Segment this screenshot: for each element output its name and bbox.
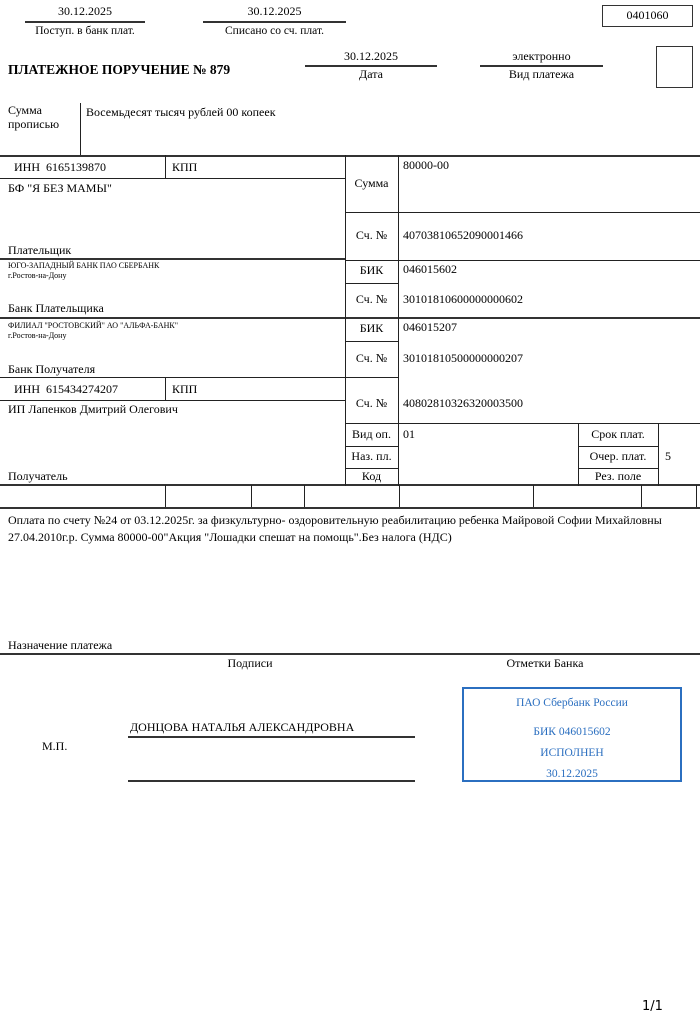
signatures-label: Подписи bbox=[227, 656, 273, 670]
stamp-bik: БИК 046015602 bbox=[533, 726, 611, 738]
purpose-text: Оплата по счету №24 от 03.12.2025г. за физкультурно- оздоровительную реабилитацию ребенка Майровой Софии Михайловны 27.04.2010г.р. Сумма 80000-00"Акция "Лошадки спешат на помощь".Без налога (НДС) bbox=[8, 513, 662, 544]
page-indicator: 1/1 bbox=[642, 999, 663, 1014]
payer-kpp-label: КПП bbox=[172, 160, 198, 174]
amount-words-label: Сумма прописью bbox=[8, 103, 60, 131]
payee-bank-account-label: Сч. № bbox=[355, 351, 388, 365]
payer-account-label: Сч. № bbox=[355, 228, 388, 242]
due-date-label: Срок плат. bbox=[591, 427, 645, 441]
divider bbox=[398, 155, 399, 486]
divider bbox=[251, 485, 252, 507]
payer-bank-account-label: Сч. № bbox=[355, 292, 388, 306]
divider bbox=[578, 423, 579, 486]
payee-bank-city: г.Ростов-на-Дону bbox=[8, 331, 67, 340]
date-label: Дата bbox=[359, 67, 383, 81]
payer-bank-name: ЮГО-ЗАПАДНЫЙ БАНК ПАО СБЕРБАНК bbox=[8, 261, 160, 270]
payee-bank-bik-value: 046015207 bbox=[403, 320, 457, 334]
divider bbox=[0, 507, 700, 509]
payee-name: ИП Лапенков Дмитрий Олегович bbox=[8, 402, 178, 416]
divider bbox=[25, 21, 145, 23]
payee-account-label: Сч. № bbox=[355, 396, 388, 410]
sum-value: 80000-00 bbox=[403, 158, 449, 172]
divider bbox=[165, 155, 166, 178]
payee-bank-account-value: 30101810500000000207 bbox=[403, 351, 523, 365]
priority-value: 5 bbox=[665, 449, 671, 463]
debited-date-value: 30.12.2025 bbox=[247, 4, 302, 18]
payer-bank-city: г.Ростов-на-Дону bbox=[8, 271, 67, 280]
bank-marks-label: Отметки Банка bbox=[506, 656, 584, 670]
payee-bank-label: Банк Получателя bbox=[8, 362, 96, 376]
payee-inn-value: 615434274207 bbox=[46, 382, 118, 396]
divider bbox=[0, 653, 700, 655]
divider bbox=[533, 485, 534, 507]
divider bbox=[641, 485, 642, 507]
debited-date-label: Списано со сч. плат. bbox=[225, 25, 324, 37]
stamp-place-label: М.П. bbox=[42, 739, 68, 753]
divider bbox=[0, 400, 345, 401]
divider bbox=[203, 21, 346, 23]
purpose-label: Назначение платежа bbox=[8, 638, 113, 652]
payee-kpp-label: КПП bbox=[172, 382, 198, 396]
payee-label: Получатель bbox=[8, 469, 68, 483]
document-title: ПЛАТЕЖНОЕ ПОРУЧЕНИЕ № 879 bbox=[8, 62, 231, 77]
payer-bank-bik-value: 046015602 bbox=[403, 262, 457, 276]
payer-status-box bbox=[656, 46, 693, 88]
divider bbox=[165, 485, 166, 507]
stamp-status: ИСПОЛНЕН bbox=[540, 747, 604, 759]
op-type-label: Вид оп. bbox=[352, 427, 391, 441]
payee-account-value: 40802810326320003500 bbox=[403, 396, 523, 410]
payee-bank-bik-label: БИК bbox=[359, 321, 384, 335]
divider bbox=[0, 377, 398, 378]
divider bbox=[80, 103, 81, 155]
divider bbox=[345, 423, 700, 424]
op-type-value: 01 bbox=[403, 427, 415, 441]
divider bbox=[165, 377, 166, 400]
divider bbox=[345, 212, 700, 213]
payer-inn-label: ИНН bbox=[14, 160, 40, 174]
payer-bank-account-value: 30101810600000000602 bbox=[403, 292, 523, 306]
date-value: 30.12.2025 bbox=[344, 49, 398, 63]
divider bbox=[0, 155, 700, 157]
form-code: 0401060 bbox=[626, 8, 669, 22]
divider bbox=[345, 260, 700, 261]
divider bbox=[399, 485, 400, 507]
priority-label: Очер. плат. bbox=[589, 449, 647, 463]
divider bbox=[658, 423, 659, 486]
payee-bank-name: ФИЛИАЛ "РОСТОВСКИЙ" АО "АЛЬФА-БАНК" bbox=[8, 321, 179, 330]
payer-account-value: 40703810652090001466 bbox=[403, 228, 523, 242]
divider bbox=[345, 283, 398, 284]
bank-stamp bbox=[462, 687, 682, 782]
payer-name: БФ "Я БЕЗ МАМЫ" bbox=[8, 181, 112, 195]
reserve-field-label: Рез. поле bbox=[594, 469, 642, 483]
payer-bank-bik-label: БИК bbox=[359, 263, 384, 277]
form-code-box bbox=[602, 5, 693, 27]
received-date-value: 30.12.2025 bbox=[58, 4, 112, 18]
divider bbox=[304, 485, 305, 507]
divider bbox=[0, 317, 700, 319]
divider bbox=[345, 446, 398, 447]
divider bbox=[696, 485, 697, 507]
divider bbox=[0, 178, 345, 179]
divider bbox=[0, 258, 345, 260]
naz-pl-label: Наз. пл. bbox=[351, 449, 392, 463]
payer-inn-value: 6165139870 bbox=[46, 160, 106, 174]
divider bbox=[578, 446, 658, 447]
payee-inn-label: ИНН bbox=[14, 382, 40, 396]
payer-bank-label: Банк Плательщика bbox=[8, 301, 104, 315]
stamp-date: 30.12.2025 bbox=[546, 768, 598, 780]
payment-type-label: Вид платежа bbox=[508, 67, 575, 81]
amount-words-value: Восемьдесят тысяч рублей 00 копеек bbox=[86, 105, 276, 119]
received-date-label: Поступ. в банк плат. bbox=[35, 25, 135, 37]
payment-type-value: электронно bbox=[512, 49, 571, 63]
code-label: Код bbox=[361, 469, 382, 483]
sum-label: Сумма bbox=[354, 176, 389, 190]
signature-line bbox=[128, 780, 415, 782]
payer-label: Плательщик bbox=[8, 243, 72, 257]
signature-line bbox=[128, 736, 415, 738]
divider bbox=[345, 341, 398, 342]
divider bbox=[0, 484, 700, 486]
signatory-name: ДОНЦОВА НАТАЛЬЯ АЛЕКСАНДРОВНА bbox=[130, 720, 355, 734]
stamp-bank-name: ПАО Сбербанк России bbox=[516, 697, 628, 709]
